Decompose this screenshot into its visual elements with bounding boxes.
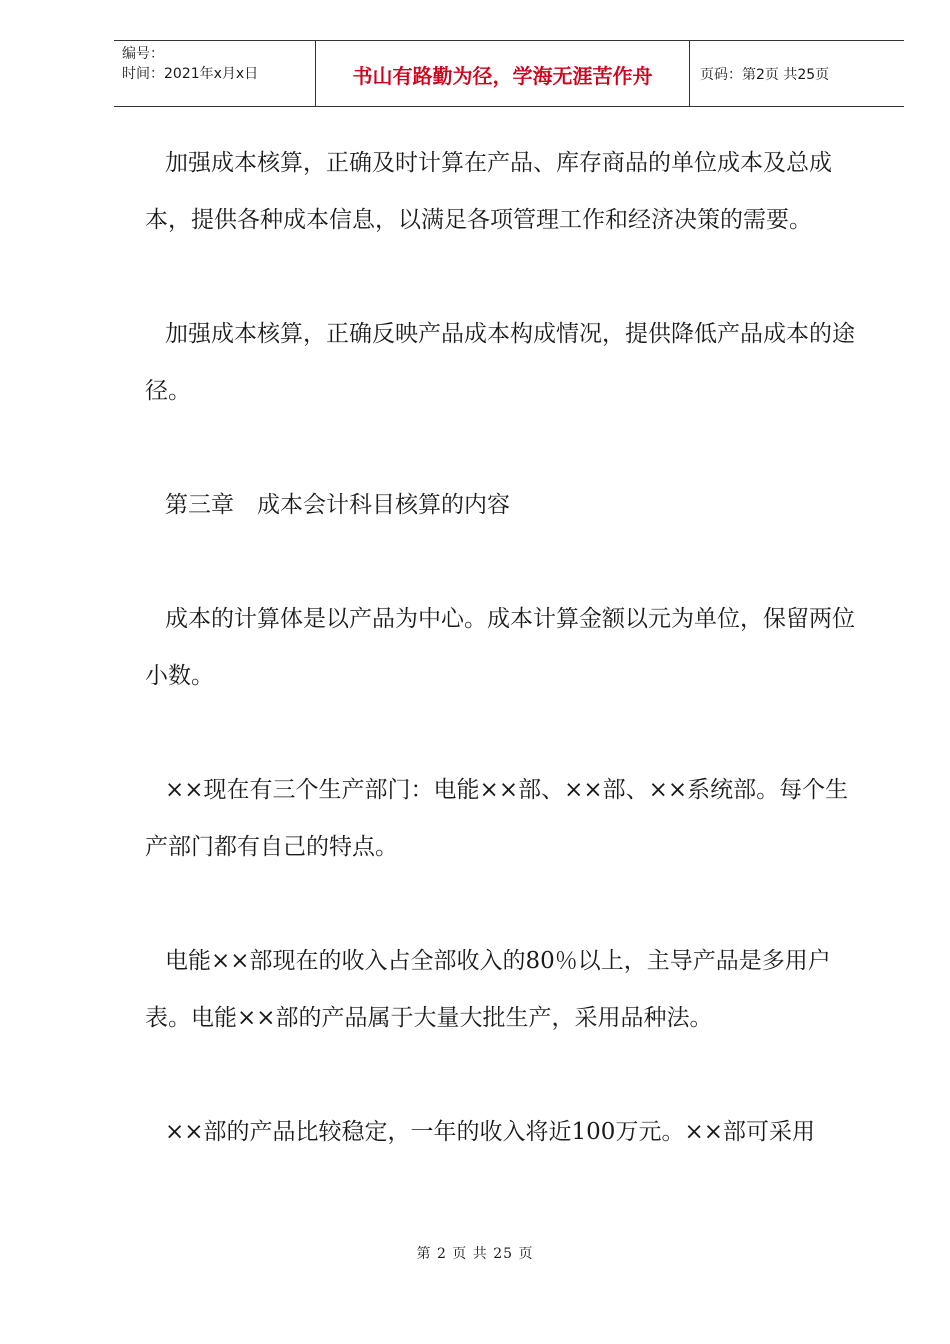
paragraph: ××现在有三个生产部门：电能××部、××部、××系统部。每个生产部门都有自己的特点。 <box>145 777 849 860</box>
number-label: 编号： <box>122 46 164 62</box>
header-motto: 书山有路勤为径，学海无涯苦作舟 <box>316 41 690 106</box>
header-meta <box>114 41 316 106</box>
paragraph: 成本的计算体是以产品为中心。成本计算金额以元为单位，保留两位小数。 <box>145 606 855 689</box>
paragraph: ××部的产品比较稳定，一年的收入将近100万元。××部可采用 <box>165 1119 815 1145</box>
paragraph: 电能××部现在的收入占全部收入的80％以上，主导产品是多用户表。电能××部的产品属于大量大批生产，采用品种法。 <box>145 948 831 1031</box>
document-body <box>145 135 865 1161</box>
paragraph: 加强成本核算，正确及时计算在产品、库存商品的单位成本及总成本，提供各种成本信息，以满足各项管理工作和经济决策的需要。 <box>145 150 832 233</box>
page-header <box>114 40 904 107</box>
chapter-heading: 第三章 成本会计科目核算的内容 <box>165 492 510 518</box>
header-page-label: 页码：第2页 共25页 <box>700 66 830 83</box>
page-footer: 第 2 页 共 25 页 <box>416 1246 534 1262</box>
paragraph: 加强成本核算，正确反映产品成本构成情况，提供降低产品成本的途径。 <box>145 321 855 404</box>
time-label: 时间：2021年x月x日 <box>122 66 259 82</box>
